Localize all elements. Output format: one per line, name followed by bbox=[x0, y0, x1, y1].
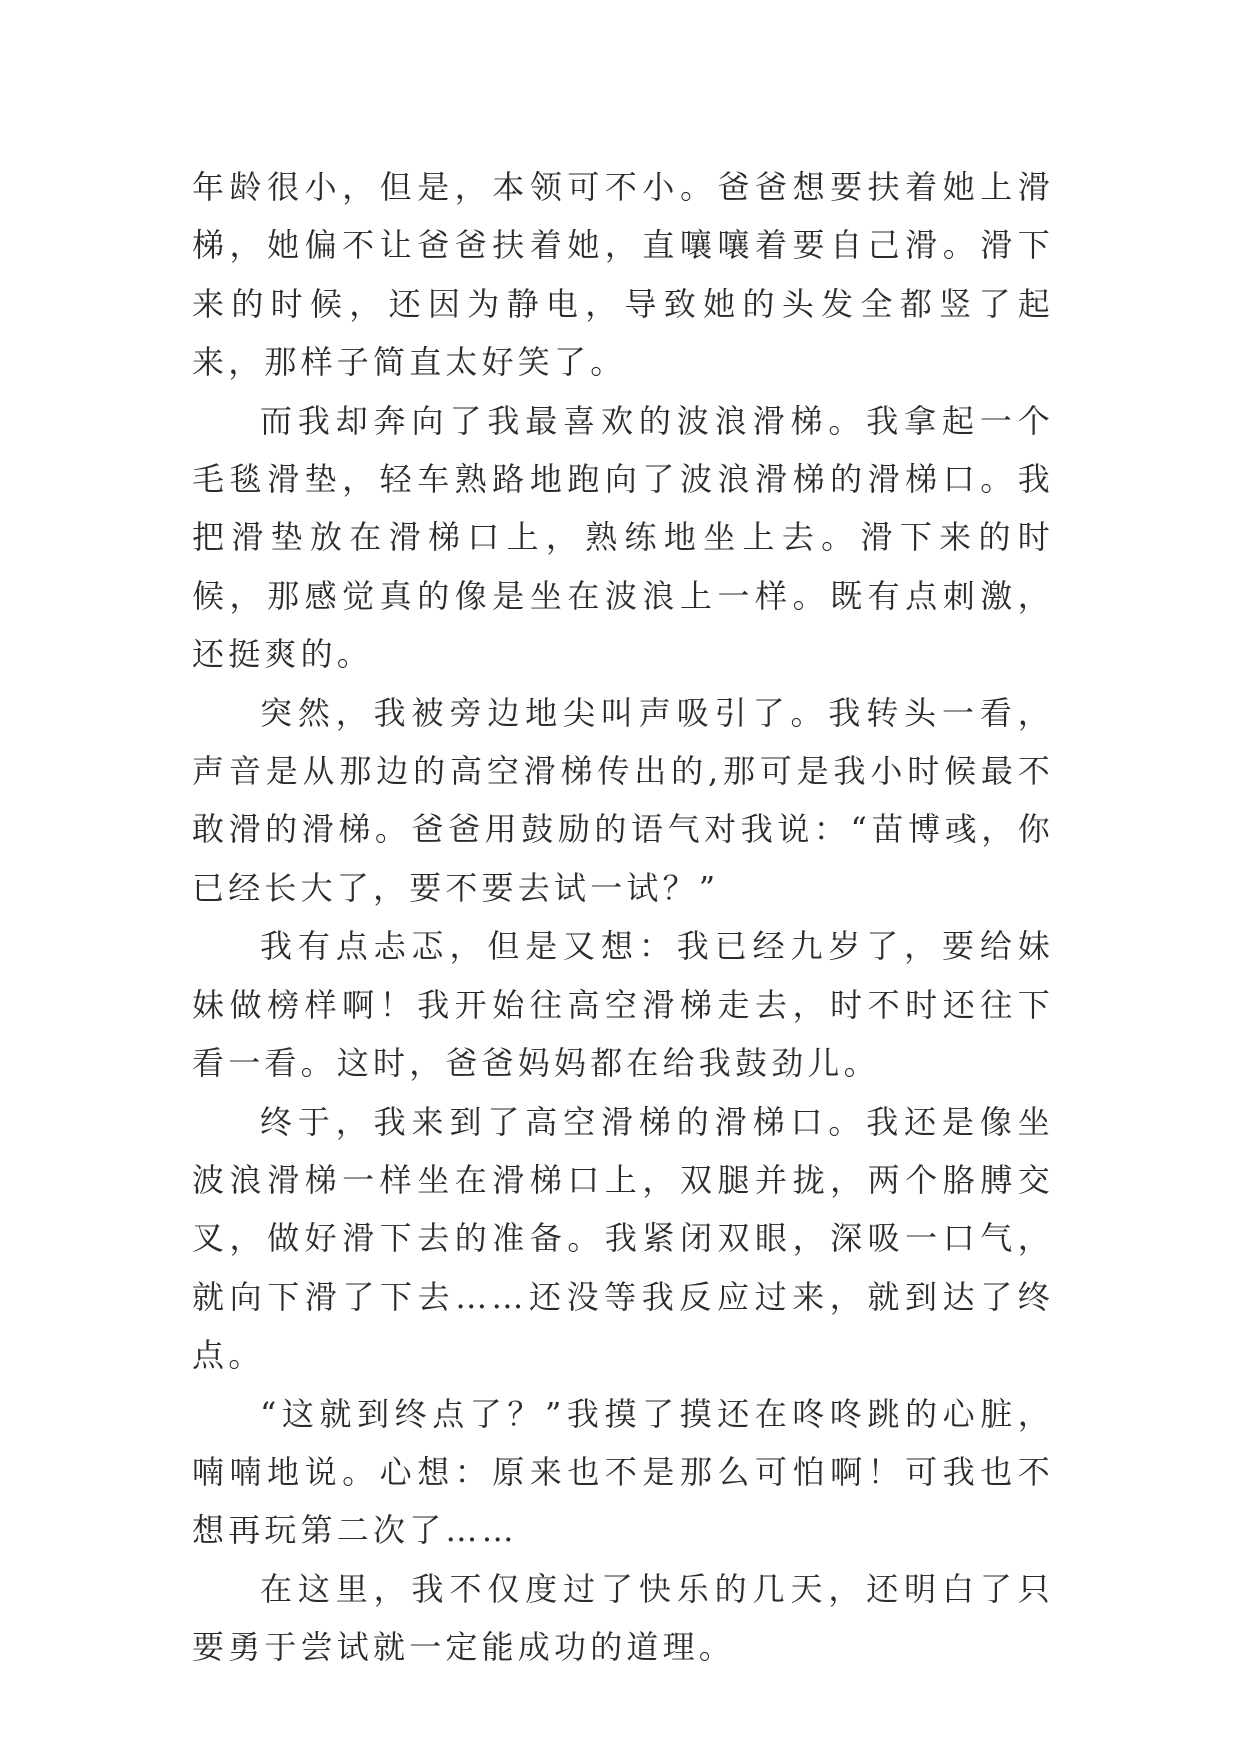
paragraph-nervous: 我有点忐忑，但是又想：我已经九岁了，要给妹妹做榜样啊！我开始往高空滑梯走去，时不时还往下看一看。这时，爸爸妈妈都在给我鼓劲儿。 bbox=[192, 927, 1054, 1083]
paragraph-high-slide: 终于，我来到了高空滑梯的滑梯口。我还是像坐波浪滑梯一样坐在滑梯口上，双腿并拢，两个胳膊交叉，做好滑下去的准备。我紧闭双眼，深吸一口气，就向下滑了下去……还没等我反应过来，就到达了终点。 bbox=[192, 1102, 1054, 1375]
paragraph-wave-slide: 而我却奔向了我最喜欢的波浪滑梯。我拿起一个毛毯滑垫，轻车熟路地跑向了波浪滑梯的滑梯口。我把滑垫放在滑梯口上，熟练地坐上去。滑下来的时候，那感觉真的像是坐在波浪上一样。既有点刺激，还挺爽的。 bbox=[192, 401, 1054, 674]
paragraph-scream: 突然，我被旁边地尖叫声吸引了。我转头一看，声音是从那边的高空滑梯传出的,那可是我小时候最不敢滑的滑梯。爸爸用鼓励的语气对我说：“苗博彧，你已经长大了，要不要去试一试？” bbox=[192, 693, 1054, 907]
paragraph-continued: 年龄很小，但是，本领可不小。爸爸想要扶着她上滑梯，她偏不让爸爸扶着她，直嚷嚷着要自己滑。滑下来的时候，还因为静电，导致她的头发全都竖了起来，那样子简直太好笑了。 bbox=[192, 168, 1054, 382]
paragraph-conclusion: 在这里，我不仅度过了快乐的几天，还明白了只要勇于尝试就一定能成功的道理。 bbox=[192, 1569, 1054, 1667]
paragraph-finish: “这就到终点了？”我摸了摸还在咚咚跳的心脏，喃喃地说。心想：原来也不是那么可怕啊！可我也不想再玩第二次了…… bbox=[192, 1394, 1054, 1550]
essay-body bbox=[192, 158, 1054, 1677]
